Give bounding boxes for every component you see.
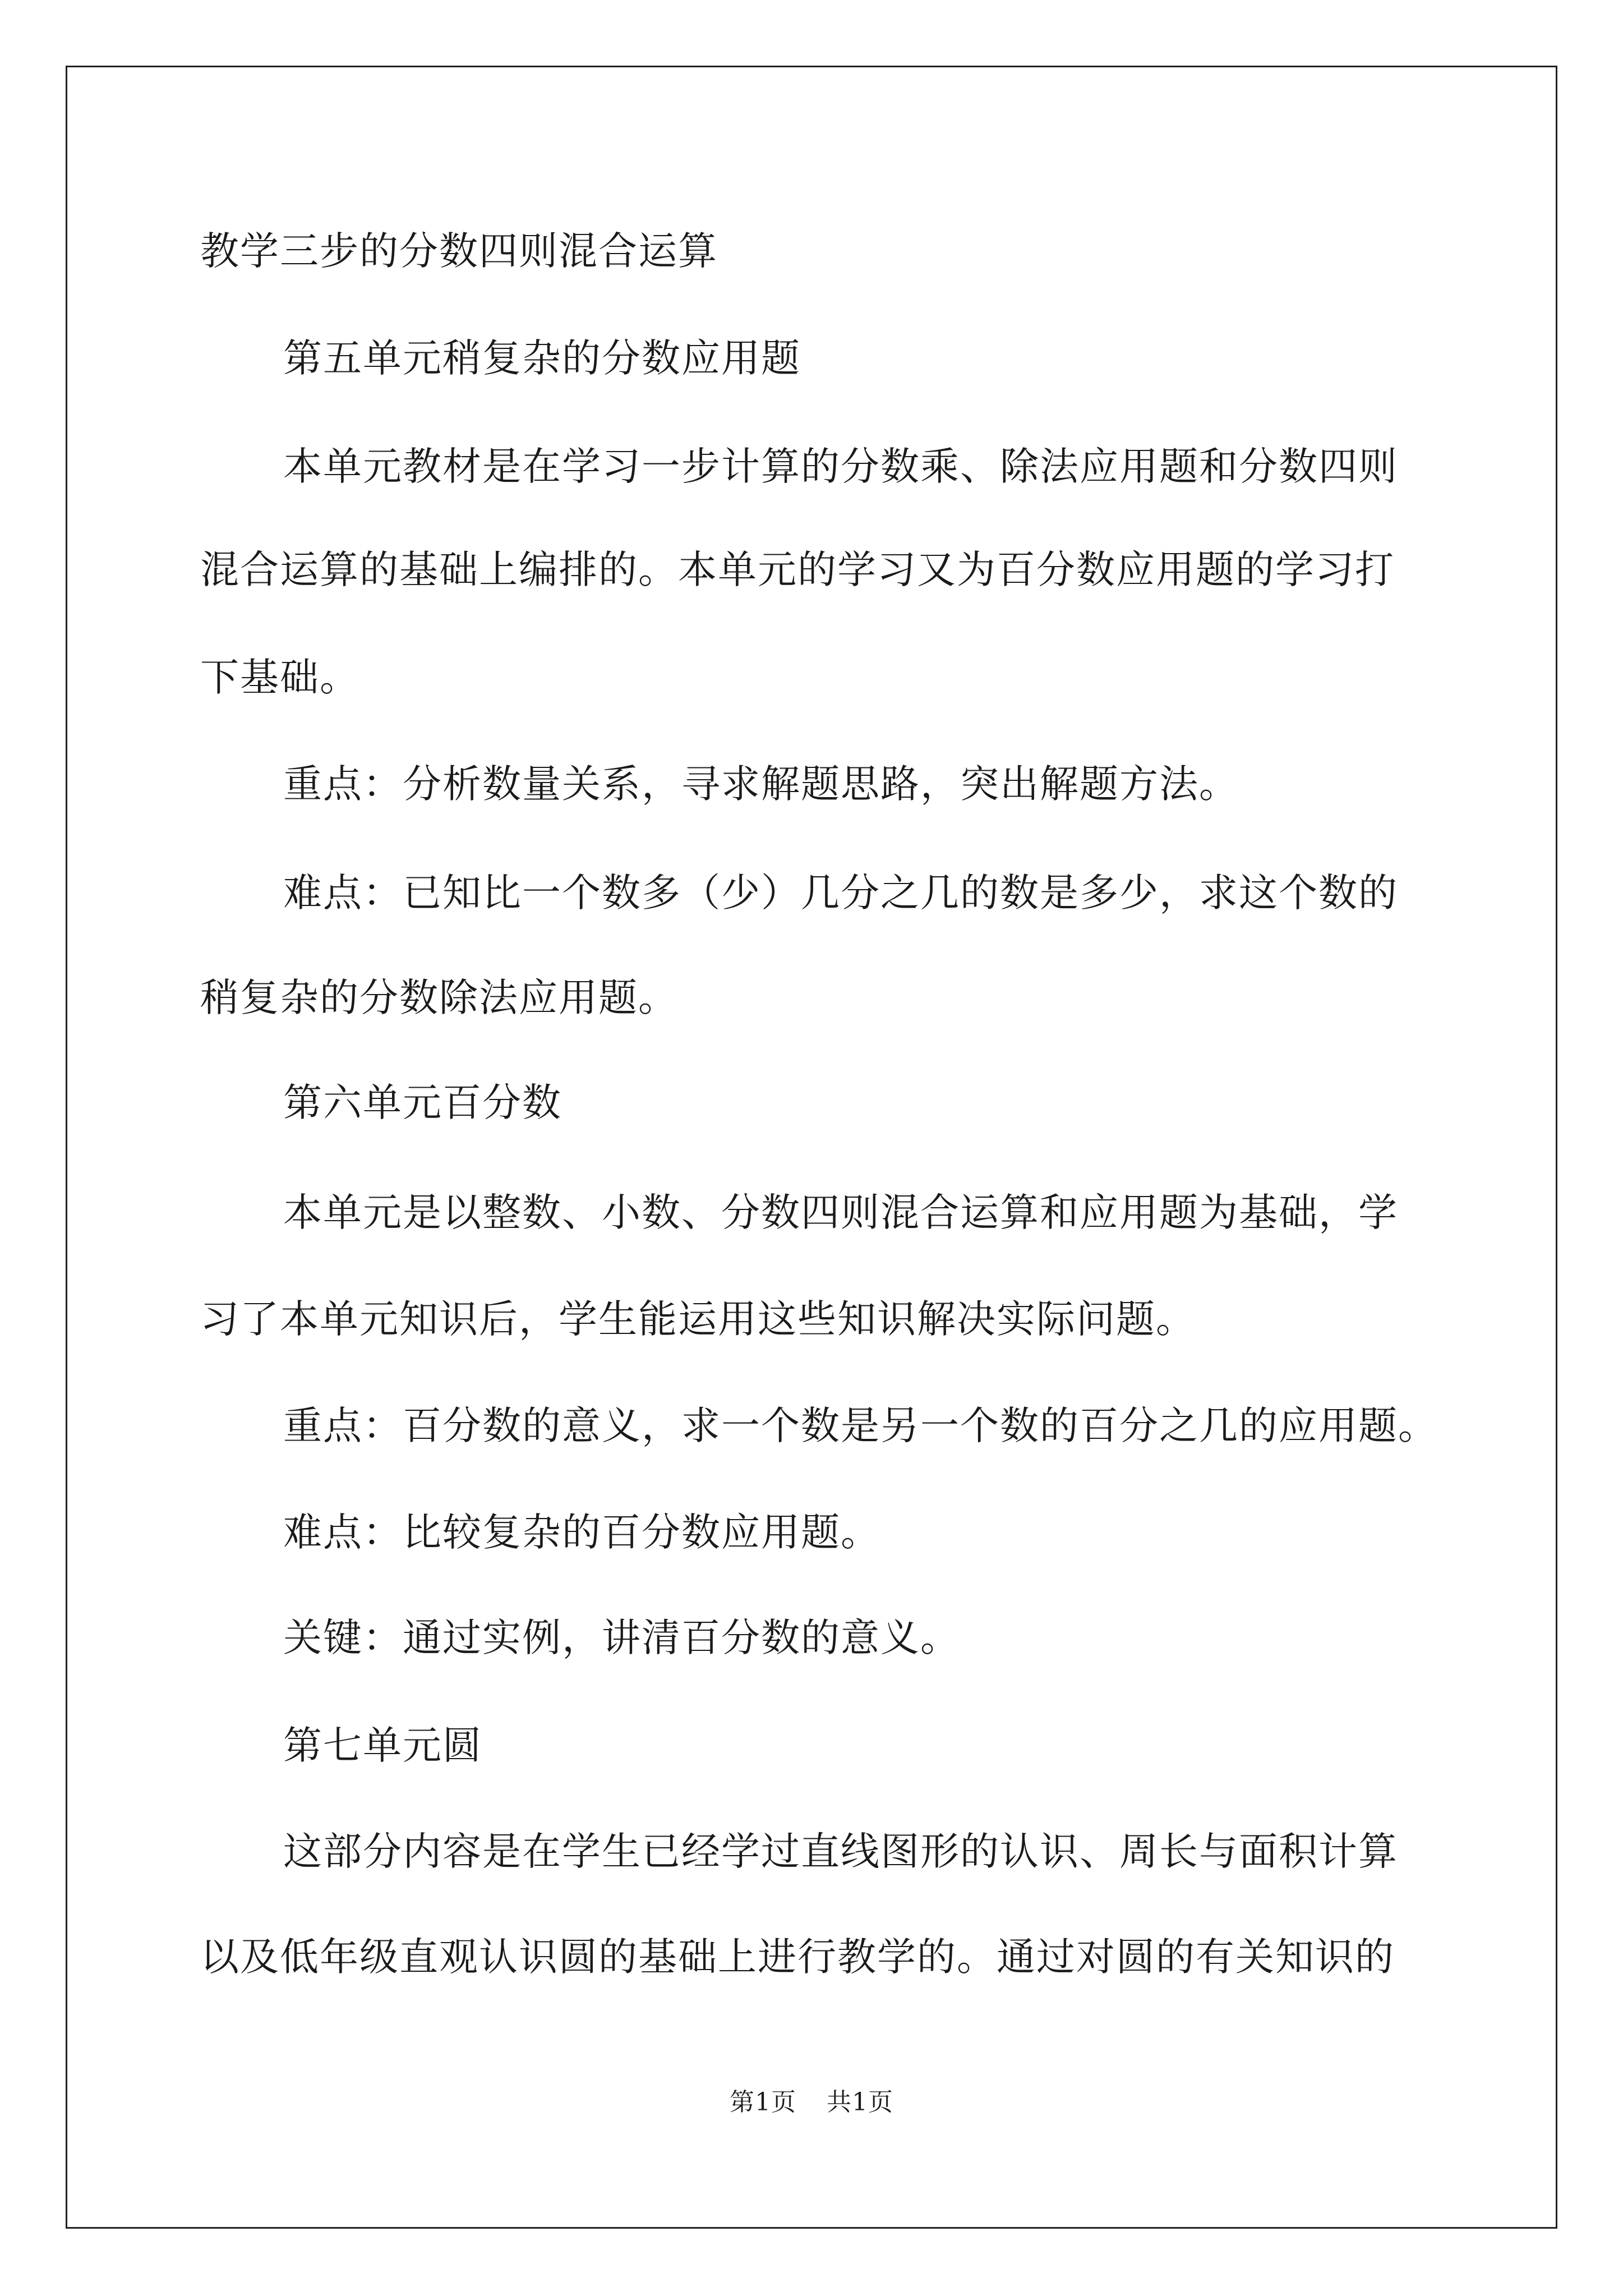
text-line: 教学三步的分数四则混合运算 <box>200 229 718 274</box>
text-line: 混合运算的基础上编排的。本单元的学习又为百分数应用题的学习打 <box>200 547 1395 592</box>
text-line: 难点：比较复杂的百分数应用题。 <box>283 1510 880 1555</box>
section-heading: 第七单元圆 <box>283 1723 482 1768</box>
text-line: 下基础。 <box>200 655 359 700</box>
text-line: 关键：通过实例，讲清百分数的意义。 <box>283 1616 960 1660</box>
text-line: 重点：分析数量关系，寻求解题思路，突出解题方法。 <box>283 762 1239 807</box>
text-line: 以及低年级直观认识圆的基础上进行教学的。通过对圆的有关知识的 <box>200 1935 1395 1980</box>
text-line: 这部分内容是在学生已经学过直线图形的认识、周长与面积计算 <box>283 1829 1398 1874</box>
page-total: 共1页 <box>827 2088 893 2116</box>
section-heading: 第五单元稍复杂的分数应用题 <box>283 336 801 381</box>
text-line: 稍复杂的分数除法应用题。 <box>200 976 678 1020</box>
text-line: 习了本单元知识后，学生能运用这些知识解决实际问题。 <box>200 1297 1196 1342</box>
page-footer <box>0 2086 1623 2119</box>
text-line: 重点：百分数的意义，求一个数是另一个数的百分之几的应用题。 <box>283 1404 1438 1448</box>
section-heading: 第六单元百分数 <box>283 1080 562 1125</box>
page-border <box>66 66 1557 2229</box>
text-line: 本单元教材是在学习一步计算的分数乘、除法应用题和分数四则 <box>283 444 1398 489</box>
text-line: 本单元是以整数、小数、分数四则混合运算和应用题为基础，学 <box>283 1190 1398 1235</box>
text-line: 难点：已知比一个数多（少）几分之几的数是多少，求这个数的 <box>283 871 1398 915</box>
page-number: 第1页 <box>730 2088 796 2116</box>
